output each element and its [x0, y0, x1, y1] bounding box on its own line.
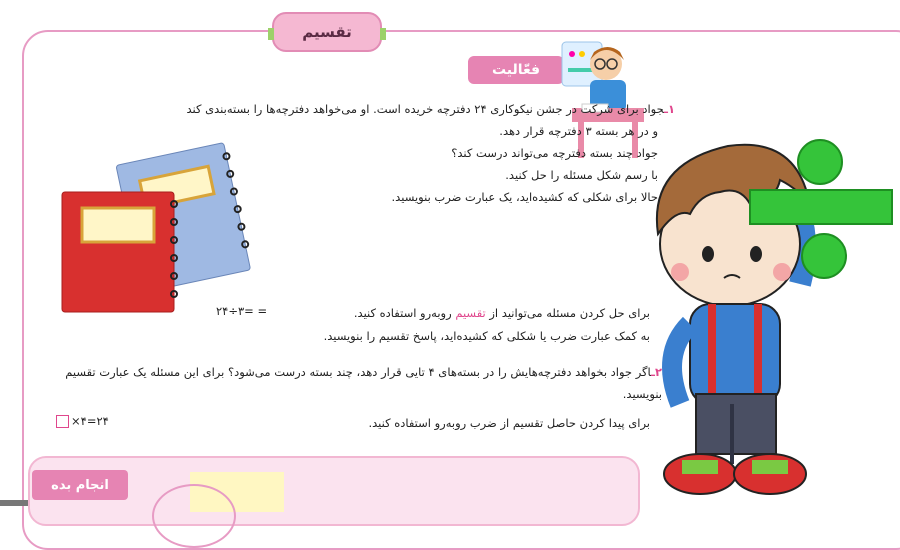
- boy-division-icon: [630, 134, 900, 506]
- problem1-line6-post: روبه‌رو استفاده کنید.: [353, 306, 452, 320]
- problem1-number: ۱ـ: [664, 102, 675, 116]
- problem2-line1: [65, 363, 662, 381]
- activity-label-text: فعّالیت: [491, 62, 541, 78]
- problem2-equation-text: ×۴=۲۴: [71, 414, 109, 428]
- lesson-title: تقسیم: [302, 23, 352, 41]
- tab-nub-left: [268, 28, 274, 40]
- circle-shape: [152, 484, 236, 548]
- notebook-icon: [56, 136, 256, 316]
- problem2-line2: بنویسید.: [622, 387, 662, 401]
- tab-nub-right: [380, 28, 386, 40]
- problem1-line7: به کمک عبارت ضرب یا شکلی که کشیده‌اید، پاسخ تقسیم را بنویسید.: [323, 329, 650, 343]
- problem2-line1-text: اگر جواد بخواهد دفترچه‌هایش را در بسته‌های ۴ تایی قرار دهد، چند بسته درست می‌شود؟ برای این مسئله یک عبارت تقسیم: [65, 365, 652, 379]
- do-label: [32, 470, 128, 500]
- problem1-line6-pre: برای حل کردن مسئله می‌توانید از: [489, 306, 650, 320]
- problem1-line1-text: جواد برای شرکت در جشن نیکوکاری ۲۴ دفترچه خریده است. او می‌خواهد دفترچه‌ها را بسته‌بندی کند: [186, 102, 665, 116]
- problem2-line3: برای پیدا کردن حاصل تقسیم از ضرب روبه‌رو استفاده کنید.: [368, 416, 650, 430]
- problem1-line4: با رسم شکل مسئله را حل کنید.: [505, 168, 658, 182]
- lesson-title-tab: [272, 12, 382, 52]
- activity-label: [468, 56, 564, 84]
- problem1-line6: [354, 304, 650, 322]
- problem1-line1: [187, 100, 676, 118]
- problem1-line2: و در هر بسته ۳ دفترچه قرار دهد.: [499, 124, 658, 138]
- problem2-number: ۲ـ: [651, 365, 662, 379]
- do-label-text: انجام بده: [51, 477, 109, 493]
- problem2-equation: [56, 414, 109, 428]
- problem1-line3: جواد چند بسته دفترچه می‌تواند درست کند؟: [451, 146, 658, 160]
- edge-bar: [0, 500, 28, 506]
- answer-box[interactable]: [56, 415, 69, 428]
- problem1-keyword: تقسیم: [455, 306, 486, 320]
- problem1-equation: ۲۴÷۳= =: [216, 304, 268, 318]
- problem1-line5: حالا برای شکلی که کشیده‌اید، یک عبارت ضرب بنویسید.: [391, 190, 658, 204]
